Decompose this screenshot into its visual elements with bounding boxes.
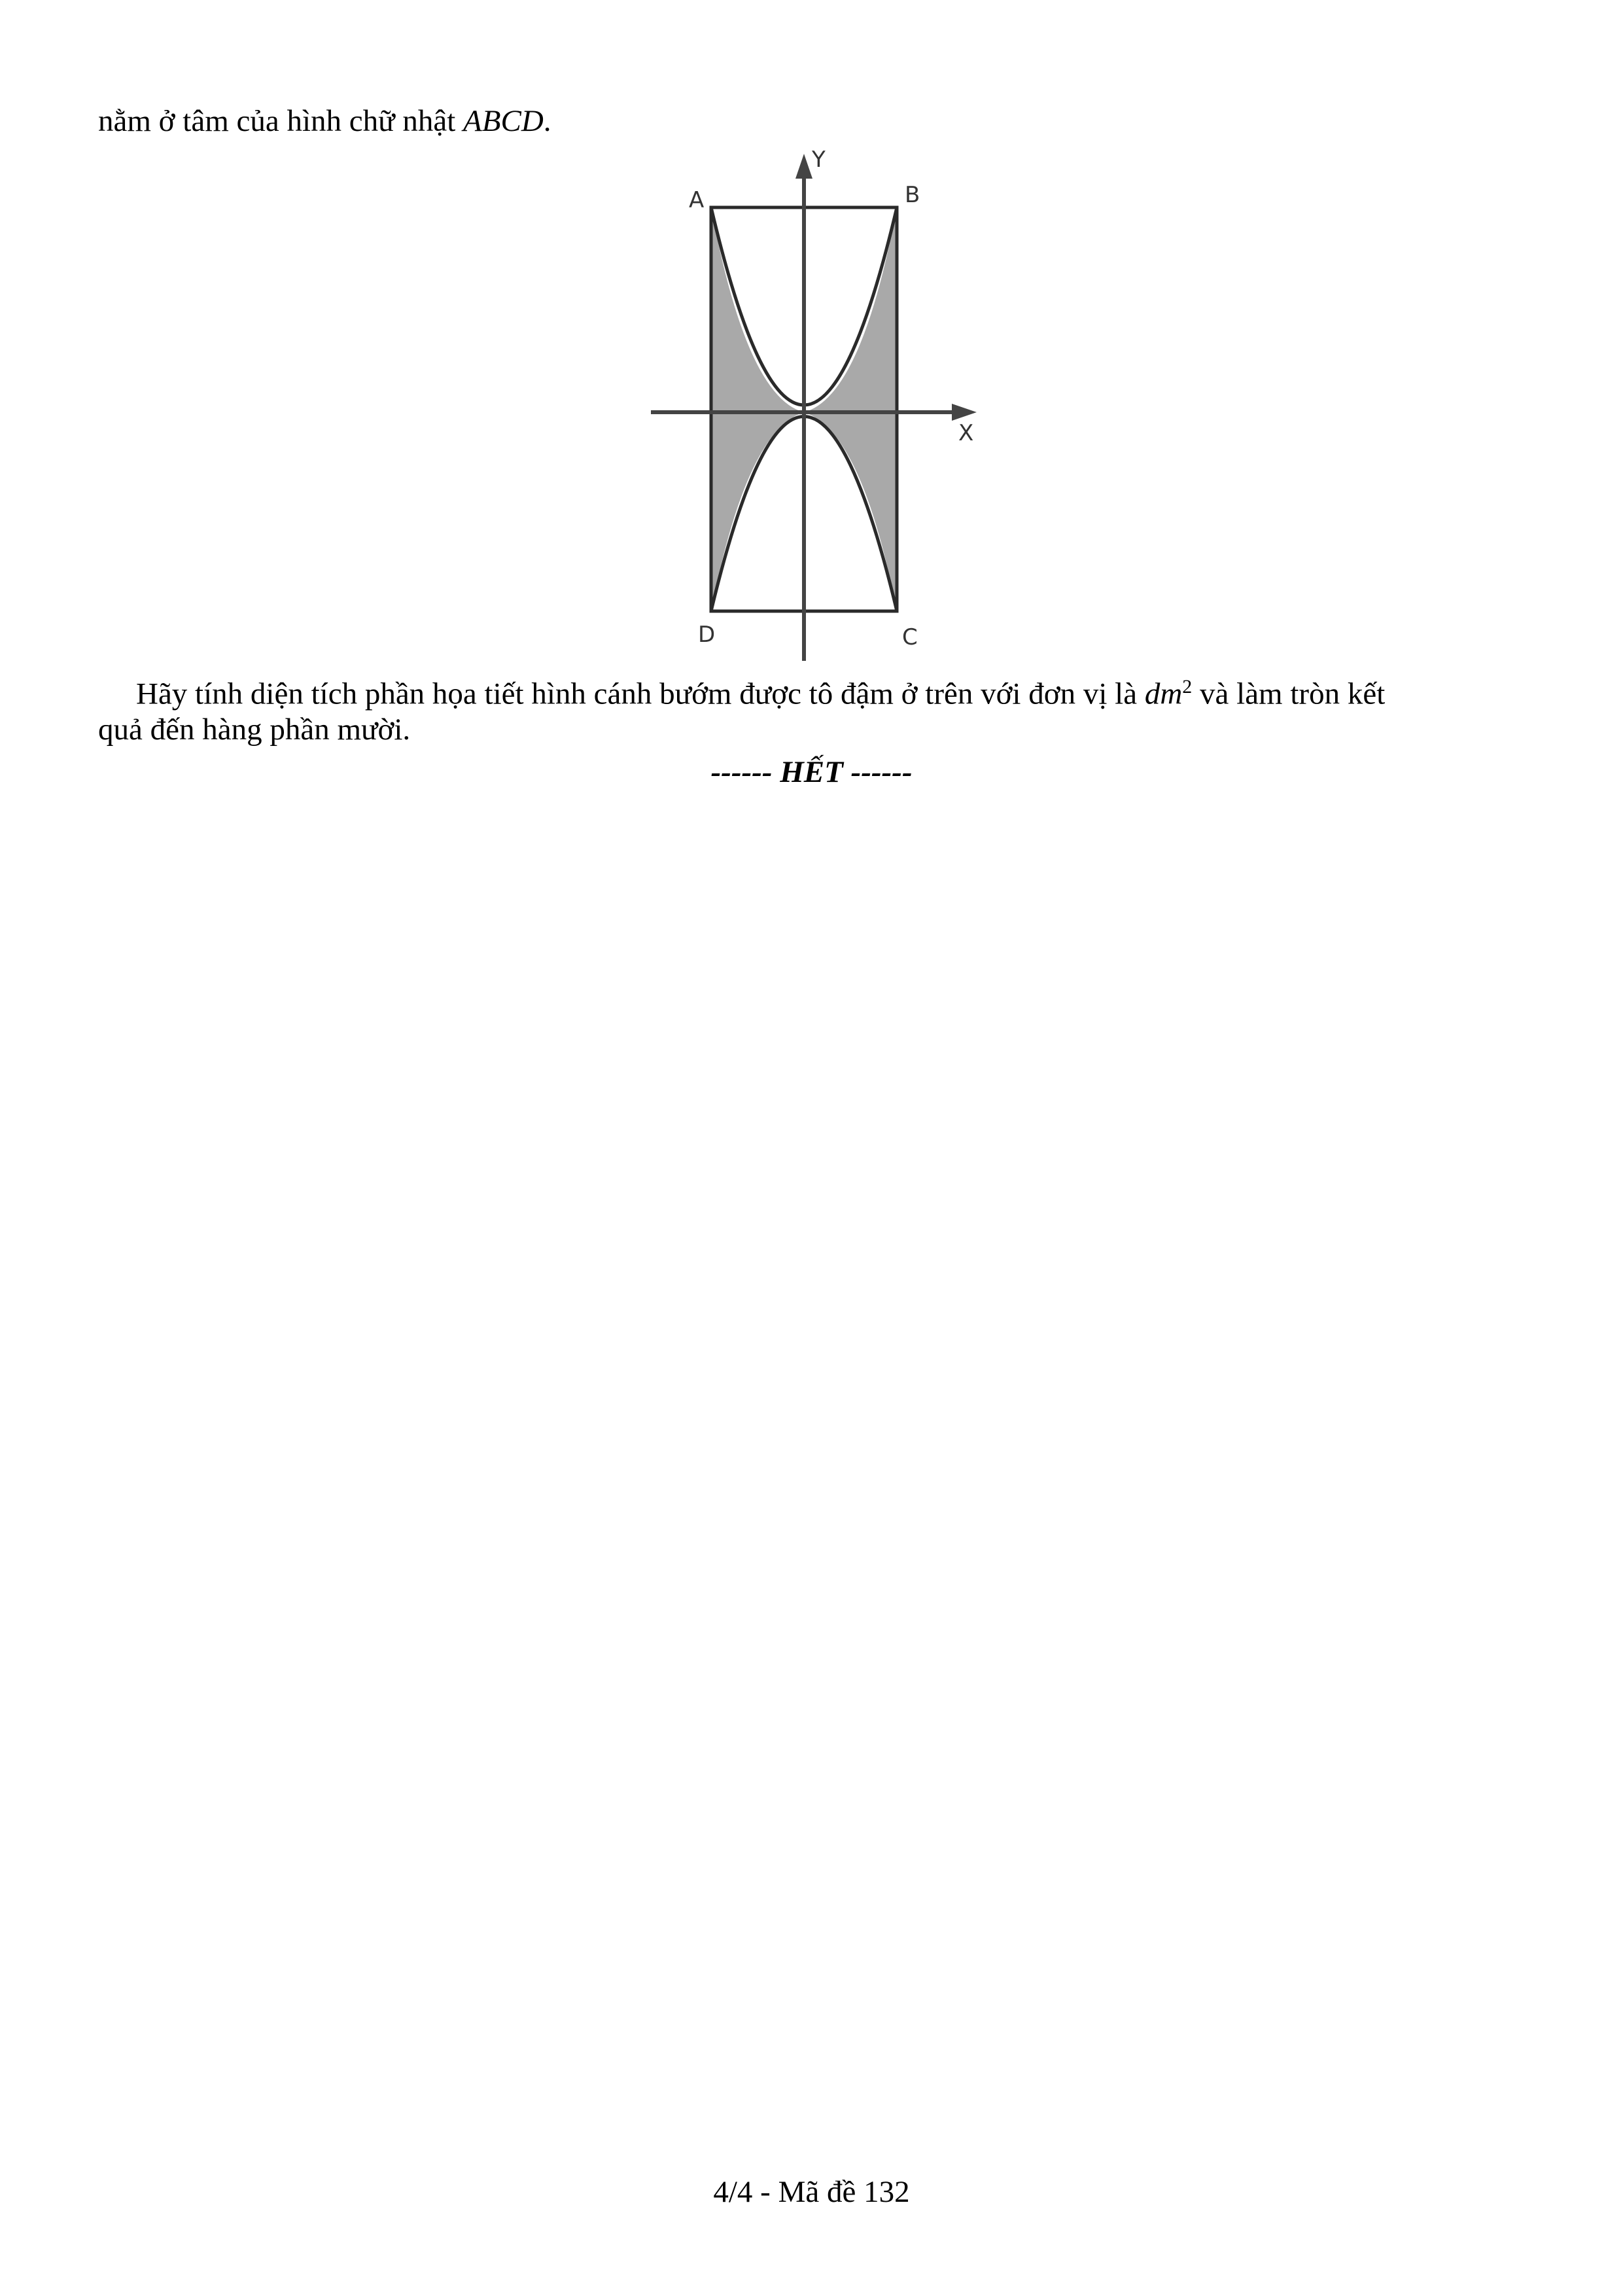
butterfly-figure	[644, 147, 985, 664]
intro-period: .	[543, 104, 551, 138]
x-axis-arrow	[952, 404, 977, 421]
unit-exponent: 2	[1182, 676, 1193, 698]
question-line-continued: quả đến hàng phần mười.	[98, 713, 411, 747]
question-line	[136, 667, 1385, 714]
label-b: B	[905, 182, 920, 208]
end-marker: ------ HẾT ------	[710, 755, 913, 789]
label-d: D	[698, 622, 716, 648]
question-text-end: và làm tròn kết	[1192, 677, 1386, 711]
unit-dm: dm	[1144, 677, 1183, 711]
label-c: C	[902, 624, 918, 650]
label-y-axis: Y	[812, 147, 826, 173]
page-footer: 4/4 - Mã đề 132	[713, 2175, 910, 2209]
y-axis-arrow	[795, 154, 812, 179]
rectangle-name: ABCD	[463, 104, 544, 138]
label-a: A	[689, 187, 705, 213]
question-text: Hãy tính diện tích phần họa tiết hình cánh bướm được tô đậm ở trên với đơn vị là	[136, 677, 1145, 711]
intro-text: nằm ở tâm của hình chữ nhật	[98, 104, 464, 138]
label-x-axis: X	[958, 420, 974, 446]
intro-line	[98, 101, 551, 141]
